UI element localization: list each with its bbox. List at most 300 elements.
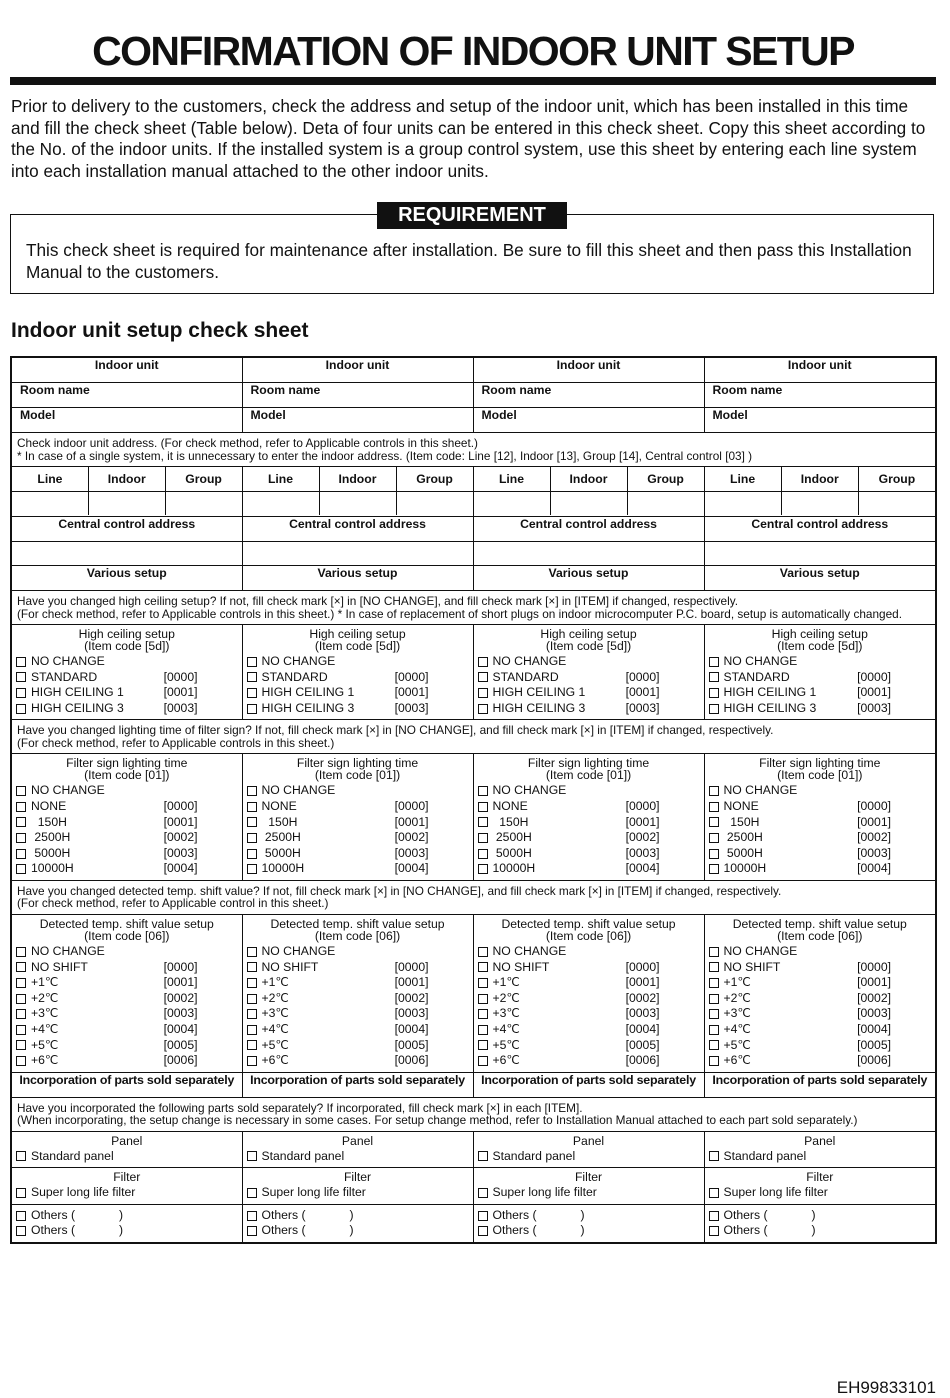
option-text: +3℃	[31, 1006, 59, 1021]
checkbox-icon[interactable]	[16, 1151, 26, 1161]
option-label	[16, 861, 74, 877]
temp-shift-setup-option	[478, 975, 700, 991]
temp-shift-setup-heading	[247, 918, 469, 942]
option-code: [0000]	[394, 798, 429, 813]
checkbox-icon[interactable]	[247, 1151, 257, 1161]
temp-shift-setup-item-code: (Item code [06])	[545, 928, 632, 943]
filter-sign-setup-option	[16, 830, 238, 846]
option-label	[247, 1022, 290, 1038]
option-label	[247, 799, 297, 815]
addr-blank-1[interactable]	[11, 492, 242, 517]
checkbox-icon[interactable]	[16, 704, 26, 714]
panel-part-title: Panel	[341, 1133, 374, 1148]
checkbox-icon[interactable]	[16, 688, 26, 698]
checkbox-icon[interactable]	[478, 833, 488, 843]
temp-shift-setup-option	[247, 975, 469, 991]
filter-part-title: Filter	[113, 1170, 141, 1185]
checkbox-icon[interactable]	[478, 802, 488, 812]
option-label	[247, 783, 336, 799]
checkbox-icon[interactable]	[709, 1025, 719, 1035]
filter-sign-setup-item-code: (Item code [01])	[314, 768, 401, 783]
option-label	[16, 1185, 135, 1201]
high-ceiling-setup-option	[247, 685, 469, 701]
temp-shift-setup-option	[478, 1053, 700, 1069]
checkbox-icon[interactable]	[478, 1226, 488, 1236]
option-label	[709, 975, 752, 991]
option-text: STANDARD	[261, 669, 328, 684]
central-control-address-input-3[interactable]	[473, 542, 704, 566]
option-code: [0002]	[163, 990, 198, 1005]
temp-shift-note	[11, 880, 936, 914]
addr-head-2	[242, 467, 473, 492]
option-code: [0003]	[625, 845, 660, 860]
option-text: +1℃	[723, 975, 752, 990]
option-text: Others ( )	[31, 1207, 124, 1222]
option-text: 10000H	[261, 861, 305, 876]
incorporation-header-3: Incorporation of parts sold separately	[473, 1072, 704, 1097]
option-code: [0000]	[163, 669, 198, 684]
option-code: [0002]	[857, 830, 891, 845]
checkbox-icon[interactable]	[709, 978, 719, 988]
checkbox-icon[interactable]	[247, 962, 257, 972]
option-label	[247, 815, 298, 831]
checkbox-icon[interactable]	[709, 833, 719, 843]
filter-part-title: Filter	[574, 1170, 603, 1185]
checkbox-icon[interactable]	[16, 947, 26, 957]
checkbox-icon[interactable]	[247, 1056, 257, 1066]
panel-part-cell-2	[242, 1131, 473, 1168]
high-ceiling-setup-option	[709, 685, 932, 701]
filter-sign-setup-option	[478, 799, 700, 815]
checkbox-icon[interactable]	[709, 704, 719, 714]
option-label	[247, 654, 336, 670]
checkbox-icon[interactable]	[709, 657, 719, 667]
checkbox-icon[interactable]	[478, 947, 488, 957]
checkbox-icon[interactable]	[16, 994, 26, 1004]
option-code: [0004]	[163, 1021, 198, 1036]
checkbox-icon[interactable]	[247, 1025, 257, 1035]
option-text: +5℃	[261, 1037, 290, 1052]
indoor-unit-header-2: Indoor unit	[242, 357, 473, 383]
option-label	[709, 783, 798, 799]
filter-sign-setup-option	[16, 815, 238, 831]
option-text: HIGH CEILING 1	[723, 685, 817, 700]
option-label	[709, 991, 752, 1007]
others-part-cell-3	[473, 1204, 704, 1243]
checkbox-icon[interactable]	[16, 978, 26, 988]
line-header: Line	[474, 467, 551, 491]
checkbox-icon[interactable]	[478, 657, 488, 667]
checkbox-icon[interactable]	[16, 672, 26, 682]
checkbox-icon[interactable]	[247, 833, 257, 843]
panel-part-option	[247, 1149, 469, 1165]
high-ceiling-setup-option	[16, 685, 238, 701]
option-label	[247, 846, 301, 862]
option-label	[478, 1038, 521, 1054]
checkbox-icon[interactable]	[247, 672, 257, 682]
checkbox-icon[interactable]	[478, 786, 488, 796]
addr-blank-2[interactable]	[242, 492, 473, 517]
room-name-field-4: Room name	[704, 383, 936, 408]
central-control-address-header-2: Central control address	[242, 517, 473, 542]
option-text: +4℃	[31, 1021, 59, 1036]
temp-shift-setup-option	[16, 975, 238, 991]
checkbox-icon[interactable]	[247, 849, 257, 859]
option-text: Others ( )	[261, 1207, 354, 1222]
checkbox-icon[interactable]	[247, 786, 257, 796]
option-code: [0003]	[163, 700, 198, 715]
panel-part-cell-1	[11, 1131, 242, 1168]
indoor-unit-header-4: Indoor unit	[704, 357, 936, 383]
addr-blank-4[interactable]	[704, 492, 936, 517]
option-label	[247, 1149, 345, 1165]
checkbox-icon[interactable]	[478, 1009, 488, 1019]
option-label	[478, 799, 528, 815]
filter-sign-setup-option	[16, 799, 238, 815]
checkbox-icon[interactable]	[478, 1151, 488, 1161]
option-text: 5000H	[31, 845, 71, 860]
option-label	[478, 1208, 585, 1224]
checkbox-icon[interactable]	[478, 1211, 488, 1221]
option-label	[16, 799, 66, 815]
checkbox-icon[interactable]	[16, 864, 26, 874]
option-text: 150H	[723, 814, 760, 829]
others-option	[478, 1208, 700, 1224]
option-text: NO CHANGE	[261, 654, 336, 668]
option-text: NONE	[31, 798, 67, 813]
checkbox-icon[interactable]	[16, 802, 26, 812]
option-label	[709, 701, 817, 717]
address-note	[11, 433, 936, 467]
checkbox-icon[interactable]	[709, 786, 719, 796]
checkbox-icon[interactable]	[478, 994, 488, 1004]
filter-sign-setup-option	[709, 815, 932, 831]
temp-shift-setup-option	[247, 944, 469, 960]
indoor-input[interactable]	[551, 492, 628, 515]
option-text: 150H	[492, 814, 529, 829]
option-code: [0006]	[163, 1053, 198, 1068]
checkbox-icon[interactable]	[247, 657, 257, 667]
others-option	[247, 1223, 469, 1239]
indoor-unit-header-3: Indoor unit	[473, 357, 704, 383]
high-ceiling-setup-option	[16, 654, 238, 670]
checkbox-icon[interactable]	[709, 962, 719, 972]
others-option	[247, 1208, 469, 1224]
checkbox-icon[interactable]	[709, 817, 719, 827]
filter-sign-setup-option	[247, 783, 469, 799]
high-ceiling-setup-option	[709, 654, 932, 670]
checkbox-icon[interactable]	[478, 1188, 488, 1198]
option-code: [0003]	[857, 1006, 891, 1021]
temp-shift-setup-option	[709, 1006, 932, 1022]
temp-shift-setup-option	[709, 960, 932, 976]
option-text: HIGH CEILING 1	[261, 685, 355, 700]
checkbox-icon[interactable]	[709, 1040, 719, 1050]
option-label	[16, 1208, 123, 1224]
indoor-header: Indoor	[320, 467, 397, 491]
checkbox-icon[interactable]	[709, 1226, 719, 1236]
checkbox-icon[interactable]	[247, 704, 257, 714]
option-label	[478, 685, 586, 701]
title-rule	[10, 77, 936, 85]
option-text: Super long life filter	[723, 1185, 828, 1200]
temp-shift-setup-heading	[478, 918, 700, 942]
checkbox-icon[interactable]	[16, 833, 26, 843]
checkbox-icon[interactable]	[478, 849, 488, 859]
option-text: 2500H	[492, 830, 532, 845]
high-ceiling-setup-cell-2	[242, 625, 473, 720]
checkbox-icon[interactable]	[478, 704, 488, 714]
checkbox-icon[interactable]	[478, 1025, 488, 1035]
checkbox-icon[interactable]	[16, 786, 26, 796]
checkbox-icon[interactable]	[16, 962, 26, 972]
option-text: +6℃	[723, 1053, 752, 1068]
checkbox-icon[interactable]	[478, 864, 488, 874]
others-option	[478, 1223, 700, 1239]
checkbox-icon[interactable]	[16, 1211, 26, 1221]
checkbox-icon[interactable]	[16, 1009, 26, 1019]
checkbox-icon[interactable]	[16, 657, 26, 667]
option-text: NO CHANGE	[492, 943, 567, 958]
temp-shift-setup-option	[709, 975, 932, 991]
option-text: NO SHIFT	[723, 959, 781, 974]
checkbox-icon[interactable]	[709, 802, 719, 812]
group-input[interactable]	[166, 492, 242, 515]
checkbox-icon[interactable]	[247, 864, 257, 874]
option-code: [0002]	[857, 990, 891, 1005]
checkbox-icon[interactable]	[247, 994, 257, 1004]
option-code: [0000]	[625, 669, 660, 684]
indoor-input[interactable]	[320, 492, 397, 515]
option-code: [0005]	[857, 1037, 891, 1052]
line-input[interactable]	[474, 492, 551, 515]
option-label	[709, 1223, 816, 1239]
option-text: +6℃	[261, 1053, 290, 1068]
checkbox-icon[interactable]	[247, 1040, 257, 1050]
checkbox-icon[interactable]	[247, 688, 257, 698]
indoor-input[interactable]	[782, 492, 859, 515]
checkbox-icon[interactable]	[709, 849, 719, 859]
checkbox-icon[interactable]	[247, 802, 257, 812]
temp-shift-setup-cell-1	[11, 914, 242, 1072]
option-code: [0004]	[625, 1021, 660, 1036]
high-ceiling-setup-cell-4	[704, 625, 936, 720]
high-ceiling-setup-item-code: (Item code [5d])	[777, 639, 863, 653]
room-name-field-1: Room name	[11, 383, 242, 408]
indoor-header: Indoor	[89, 467, 166, 491]
option-text: +4℃	[492, 1021, 521, 1036]
option-text: Super long life filter	[492, 1185, 597, 1200]
option-label	[709, 1006, 752, 1022]
option-code: [0003]	[394, 1006, 429, 1021]
checkbox-icon[interactable]	[16, 1040, 26, 1050]
option-code: [0000]	[857, 798, 891, 813]
line-input[interactable]	[12, 492, 89, 515]
option-code: [0003]	[857, 845, 891, 860]
option-text: HIGH CEILING 3	[492, 700, 586, 715]
option-text: +6℃	[492, 1053, 521, 1068]
option-code: [0002]	[625, 990, 660, 1005]
incorporation-note	[11, 1097, 936, 1131]
filter-sign-setup-title: Filter sign lighting time	[527, 756, 650, 771]
temp-shift-setup-option	[709, 991, 932, 1007]
central-control-address-header-1: Central control address	[11, 517, 242, 542]
central-control-address-input-1[interactable]	[11, 542, 242, 566]
central-control-address-input-4[interactable]	[704, 542, 936, 566]
temp-shift-setup-option	[478, 960, 700, 976]
checkbox-icon[interactable]	[709, 1151, 719, 1161]
high-ceiling-setup-title: High ceiling setup	[309, 627, 406, 641]
checkbox-icon[interactable]	[478, 1056, 488, 1066]
address-note-line-1: Check indoor unit address. (For check method, refer to Applicable controls in this sheet.)	[17, 436, 478, 450]
option-code: [0004]	[163, 861, 198, 876]
checkbox-icon[interactable]	[247, 1188, 257, 1198]
option-label	[16, 846, 70, 862]
option-text: NO CHANGE	[492, 654, 567, 668]
filter-sign-setup-title: Filter sign lighting time	[759, 756, 881, 771]
various-setup-header-4: Various setup	[704, 566, 936, 591]
filter-sign-setup-option	[478, 783, 700, 799]
line-input[interactable]	[705, 492, 782, 515]
option-text: Others ( )	[492, 1207, 585, 1222]
indoor-header: Indoor	[782, 467, 859, 491]
checkbox-icon[interactable]	[709, 947, 719, 957]
various-setup-header-1: Various setup	[11, 566, 242, 591]
panel-part-cell-4	[704, 1131, 936, 1168]
option-label	[709, 1185, 828, 1201]
filter-sign-setup-option	[709, 861, 932, 877]
various-setup-header-2: Various setup	[242, 566, 473, 591]
checkbox-icon[interactable]	[247, 978, 257, 988]
checkbox-icon[interactable]	[16, 849, 26, 859]
option-label	[16, 1038, 59, 1054]
checkbox-icon[interactable]	[478, 688, 488, 698]
others-option	[709, 1223, 932, 1239]
checkbox-icon[interactable]	[709, 864, 719, 874]
checkbox-icon[interactable]	[478, 1040, 488, 1050]
checkbox-icon[interactable]	[247, 1009, 257, 1019]
checkbox-icon[interactable]	[709, 672, 719, 682]
group-input[interactable]	[397, 492, 473, 515]
option-label	[16, 654, 105, 670]
checkbox-icon[interactable]	[247, 817, 257, 827]
indoor-input[interactable]	[89, 492, 166, 515]
temp-shift-setup-option	[709, 1053, 932, 1069]
central-control-address-header-4: Central control address	[704, 517, 936, 542]
option-code: [0000]	[857, 669, 891, 684]
filter-part-title: Filter	[343, 1170, 372, 1185]
temp-shift-setup-option	[16, 1038, 238, 1054]
checkbox-icon[interactable]	[16, 1226, 26, 1236]
option-label	[478, 1185, 597, 1201]
checkbox-icon[interactable]	[709, 1056, 719, 1066]
checkbox-icon[interactable]	[16, 1056, 26, 1066]
option-text: +2℃	[261, 990, 290, 1005]
high-ceiling-setup-option	[478, 685, 700, 701]
option-label	[709, 960, 781, 976]
filter-sign-setup-title: Filter sign lighting time	[66, 756, 188, 771]
option-label	[16, 944, 105, 960]
temp-shift-setup-option	[247, 960, 469, 976]
option-label	[478, 1223, 585, 1239]
option-label	[478, 701, 586, 717]
option-text: Standard panel	[261, 1148, 345, 1163]
option-label	[709, 1149, 807, 1165]
option-label	[709, 654, 798, 670]
checkbox-icon[interactable]	[478, 962, 488, 972]
group-input[interactable]	[628, 492, 704, 515]
panel-part-title: Panel	[804, 1133, 836, 1148]
temp-shift-setup-option	[247, 1006, 469, 1022]
option-code: [0003]	[394, 700, 429, 715]
option-text: +2℃	[723, 990, 752, 1005]
temp-shift-setup-option	[709, 1022, 932, 1038]
central-control-address-input-2[interactable]	[242, 542, 473, 566]
temp-shift-setup-title: Detected temp. shift value setup	[501, 916, 676, 931]
group-input[interactable]	[859, 492, 935, 515]
checkbox-icon[interactable]	[478, 817, 488, 827]
temp-shift-setup-option	[478, 991, 700, 1007]
panel-part-option	[16, 1149, 238, 1165]
filter-sign-setup-option	[709, 783, 932, 799]
checkbox-icon[interactable]	[709, 1009, 719, 1019]
high-ceiling-setup-item-code: (Item code [5d])	[84, 639, 170, 653]
group-header: Group	[185, 472, 222, 486]
high-ceiling-setup-heading	[709, 628, 932, 652]
option-label	[709, 1038, 752, 1054]
checkbox-icon[interactable]	[247, 1211, 257, 1221]
checkbox-icon[interactable]	[478, 978, 488, 988]
checkbox-icon[interactable]	[709, 1188, 719, 1198]
checkbox-icon[interactable]	[478, 672, 488, 682]
line-header: Line	[243, 467, 320, 491]
checkbox-icon[interactable]	[709, 994, 719, 1004]
option-code: [0000]	[625, 798, 660, 813]
addr-head-3	[473, 467, 704, 492]
high-ceiling-setup-item-code: (Item code [5d])	[545, 639, 632, 653]
temp-shift-setup-option	[16, 1022, 238, 1038]
option-code: [0004]	[857, 861, 891, 876]
option-code: [0004]	[394, 861, 429, 876]
checkbox-icon[interactable]	[16, 1025, 26, 1035]
high-ceiling-note-line-1: Have you changed high ceiling setup? If not, fill check mark [×] in [NO CHANGE], and fill check mark [×] in [ITEM] if changed, respectively.	[17, 594, 739, 608]
temp-shift-setup-heading	[709, 918, 932, 942]
checkbox-icon[interactable]	[16, 1188, 26, 1198]
temp-shift-setup-option	[247, 1038, 469, 1054]
filter-sign-setup-cell-4	[704, 754, 936, 881]
checkbox-icon[interactable]	[247, 947, 257, 957]
option-label	[247, 1053, 290, 1069]
temp-shift-setup-cell-2	[242, 914, 473, 1072]
temp-shift-setup-heading	[16, 918, 238, 942]
option-code: [0001]	[163, 975, 198, 990]
line-input[interactable]	[243, 492, 320, 515]
option-label	[16, 1223, 123, 1239]
option-label	[709, 846, 763, 862]
checkbox-icon[interactable]	[16, 817, 26, 827]
page-title: CONFIRMATION OF INDOOR UNIT SETUP	[92, 28, 854, 74]
checkbox-icon[interactable]	[709, 688, 719, 698]
addr-blank-3[interactable]	[473, 492, 704, 517]
temp-shift-setup-title: Detected temp. shift value setup	[39, 916, 214, 931]
option-label	[709, 670, 790, 686]
filter-sign-setup-option	[247, 799, 469, 815]
option-label	[16, 960, 88, 976]
checkbox-icon[interactable]	[247, 1226, 257, 1236]
filter-sign-setup-item-code: (Item code [01])	[84, 768, 170, 783]
checkbox-icon[interactable]	[709, 1211, 719, 1221]
filter-sign-setup-heading	[709, 757, 932, 781]
